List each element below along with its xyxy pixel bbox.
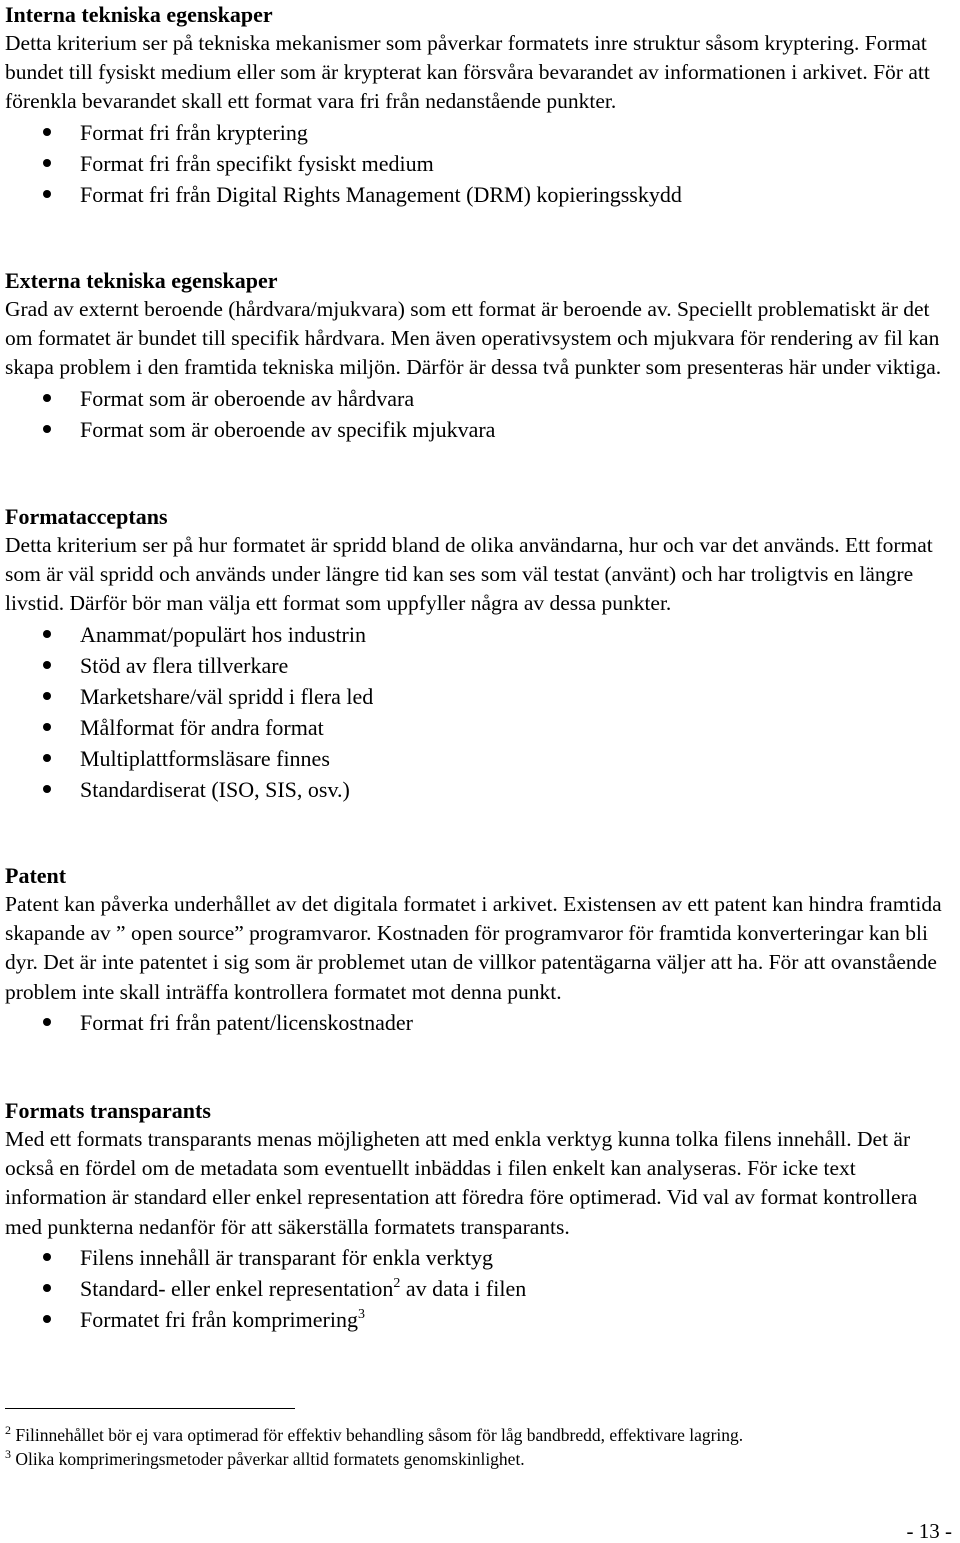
list-item: Format fri från patent/licenskostnader	[5, 1007, 955, 1038]
list-item: Anammat/populärt hos industrin	[5, 619, 955, 650]
bullet-list	[5, 1007, 955, 1038]
list-item: Målformat för andra format	[5, 712, 955, 743]
bullet-list	[5, 1242, 955, 1335]
section-paragraph: Detta kriterium ser på hur formatet är spridd bland de olika användarna, hur och var det används. Ett format som är väl spridd och används under längre tid kan ses som väl testat (använt) och har troligtvis en längre livstid. Därför bör man välja ett format som uppfyller några av dessa punkter.	[5, 533, 933, 616]
list-item: Format som är oberoende av specifik mjukvara	[5, 414, 955, 445]
bullet-icon	[43, 1253, 51, 1261]
bullet-icon	[43, 754, 51, 762]
section-formatacceptans	[5, 502, 955, 805]
list-item: Marketshare/väl spridd i flera led	[5, 681, 955, 712]
section-paragraph: Patent kan påverka underhållet av det digitala formatet i arkivet. Existensen av ett patent kan hindra framtida skapande av ” open source” programvaror. Kostnaden för programvaror för framtida konverteringar kan bli dyr. Det är inte patentet i sig som är problemet utan de villkor patentägarna väljer att ha. För att ovanstående problem inte skall inträffa kontrollera formatet mot denna punkt.	[5, 892, 942, 1004]
list-item: Stöd av flera tillverkare	[5, 650, 955, 681]
bullet-icon	[43, 1284, 51, 1292]
footnote-divider	[5, 1408, 295, 1409]
section-heading: Interna tekniska egenskaper	[5, 2, 273, 27]
list-item: Standardiserat (ISO, SIS, osv.)	[5, 774, 955, 805]
footnotes	[5, 1423, 955, 1471]
bullet-icon	[43, 630, 51, 638]
bullet-icon	[43, 1018, 51, 1026]
section-paragraph: Detta kriterium ser på tekniska mekanismer som påverkar formatets inre struktur såsom kryptering. Format bundet till fysiskt medium eller som är krypterat kan försvåra bevarandet av informationen i arkivet. För att förenkla bevarandet skall ett format vara fri från nedanstående punkter.	[5, 31, 930, 114]
footnote: $^2$ Filinnehållet bör ej vara optimerad för effektiv behandling såsom för låg bandbredd, effektivare lagring.	[5, 1423, 744, 1445]
bullet-icon	[43, 1315, 51, 1323]
bullet-icon	[43, 394, 51, 402]
bullet-icon	[43, 159, 51, 167]
bullet-icon	[43, 723, 51, 731]
bullet-list	[5, 383, 955, 445]
page-number: - 13 -	[906, 1519, 952, 1543]
section-heading: Formatacceptans	[5, 504, 168, 529]
section-heading: Patent	[5, 863, 67, 888]
list-item: Format fri från kryptering	[5, 117, 955, 148]
bullet-list	[5, 117, 955, 210]
section-externa-tekniska-egenskaper	[5, 266, 955, 445]
section-patent	[5, 861, 955, 1038]
bullet-icon	[43, 661, 51, 669]
section-heading: Formats transparants	[5, 1098, 211, 1123]
section-interna-tekniska-egenskaper	[5, 0, 955, 210]
footnote-number: 3	[5, 1447, 11, 1461]
list-item: Format som är oberoende av hårdvara	[5, 383, 955, 414]
footnote-ref: 3	[357, 1306, 365, 1322]
bullet-icon	[43, 128, 51, 136]
bullet-icon	[43, 785, 51, 793]
section-heading: Externa tekniska egenskaper	[5, 268, 278, 293]
section-paragraph: Med ett formats transparants menas möjligheten att med enkla verktyg kunna tolka filens innehåll. Det är också en fördel om de metadata som eventuellt inbäddas i filen enkelt kan analyseras. För icke text information är standard eller enkel representation att föredra före optimerad. Vid val av format kontrollera med punkterna nedanför för att säkerställa formatets transparants.	[5, 1127, 918, 1239]
list-item: Formatet fri från komprimering$^3$	[5, 1304, 955, 1335]
section-formats-transparants	[5, 1096, 955, 1335]
list-item: Format fri från Digital Rights Management (DRM) kopieringsskydd	[5, 179, 955, 210]
bullet-icon	[43, 425, 51, 433]
bullet-list	[5, 619, 955, 805]
footnote: $^3$ Olika komprimeringsmetoder påverkar alltid formatets genomskinlighet.	[5, 1447, 525, 1469]
footnote-ref: 2	[393, 1275, 401, 1291]
bullet-icon	[43, 190, 51, 198]
footnote-number: 2	[5, 1423, 11, 1437]
bullet-icon	[43, 692, 51, 700]
section-paragraph: Grad av externt beroende (hårdvara/mjukvara) som ett format är beroende av. Speciellt problematiskt är det om formatet är bundet till specifik hårdvara. Men även operativsystem och mjukvara för rendering av fil kan skapa problem i den framtida tekniska miljön. Därför är dessa två punkter som presenteras här under viktiga.	[5, 297, 942, 380]
list-item: Filens innehåll är transparant för enkla verktyg	[5, 1242, 955, 1273]
list-item: Standard- eller enkel representation$^2$ av data i filen	[5, 1273, 955, 1304]
list-item: Format fri från specifikt fysiskt medium	[5, 148, 955, 179]
list-item: Multiplattformsläsare finnes	[5, 743, 955, 774]
